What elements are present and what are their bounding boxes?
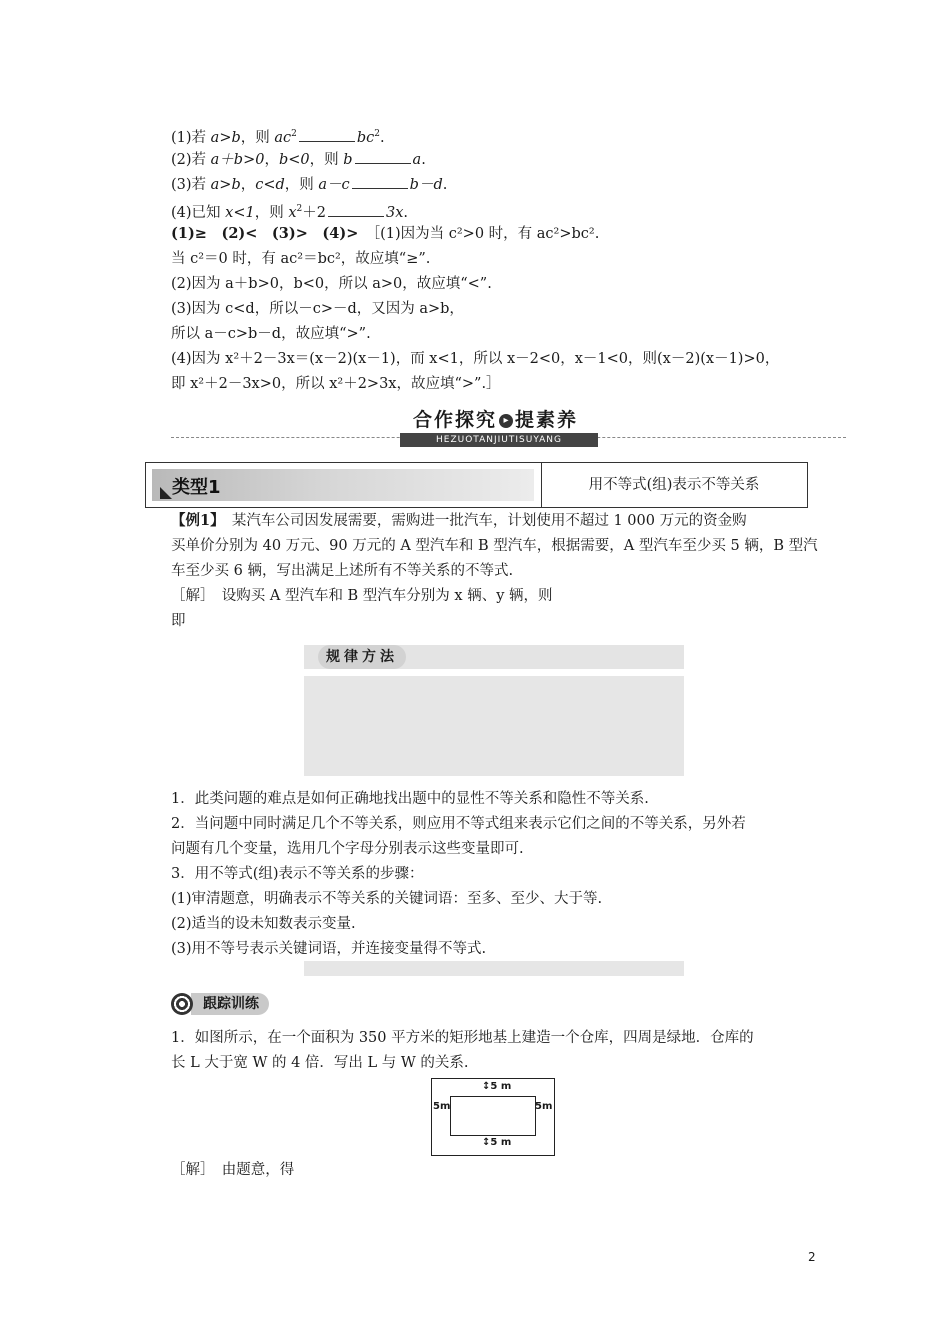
method-tab	[304, 645, 684, 669]
answer-line-2: 当 c²＝0 时，有 ac²＝bc²，故应填“≥”.	[171, 251, 431, 267]
type-label: 类型1	[172, 477, 221, 498]
answer-line-6: (4)因为 x²＋2－3x＝(x－2)(x－1)，而 x<1，所以 x－2<0，x－1<0，则(x－2)(x－1)>0，	[171, 351, 780, 367]
method-point-2a: 2．当问题中同时满足几个不等关系，则应用不等式组来表示它们之间的不等关系，另外若	[171, 816, 746, 832]
tracking-q1-line-2: 长 L 大于宽 W 的 4 倍．写出 L 与 W 的关系.	[171, 1055, 469, 1071]
example-line-1: 【例1】 某汽车公司因发展需要，需购进一批汽车，计划使用不超过 1 000 万元的资金购	[171, 512, 747, 529]
answer-line-3: (2)因为 a＋b>0，b<0，所以 a>0，故应填“<”.	[171, 276, 492, 292]
method-step-1: (1)审清题意，明确表示不等关系的关键词语：至多、至少、大于等.	[171, 891, 603, 907]
type-box	[145, 462, 808, 508]
tracking-solution: ［解］ 由题意，得	[171, 1162, 295, 1178]
answer-blank[interactable]	[352, 174, 408, 189]
section-header	[171, 405, 846, 447]
method-body	[304, 676, 684, 776]
arrow-icon: ▸	[499, 414, 513, 428]
warehouse-rect	[450, 1096, 536, 1136]
exercise-3: (3)若 a>b，c<d，则 a－c b－d.	[171, 174, 447, 195]
tracking-label: 跟踪训练	[191, 993, 269, 1015]
section-subtitle: HEZUOTANJIUTISUYANG	[400, 433, 598, 447]
page-number: 2	[808, 1250, 816, 1264]
method-step-2: (2)适当的设未知数表示变量.	[171, 916, 356, 932]
method-badge: 规律方法	[318, 645, 406, 669]
target-icon	[171, 993, 193, 1015]
tracking-q1-line-1: 1．如图所示，在一个面积为 350 平方米的矩形地基上建造一个仓库，四周是绿地．仓库的	[171, 1030, 754, 1046]
figure-label-right: 5m	[535, 1101, 553, 1112]
example-line-3: 车至少买 6 辆，写出满足上述所有不等关系的不等式.	[171, 563, 514, 579]
method-point-2b: 问题有几个变量，选用几个字母分别表示这些变量即可.	[171, 841, 524, 857]
method-footer	[304, 961, 684, 976]
answer-line-1: (1)≥ (2)< (3)> (4)> ［(1)因为当 c²>0 时，有 ac²>bc².	[171, 225, 600, 242]
answer-line-5: 所以 a－c>b－d，故应填“>”.	[171, 326, 371, 342]
figure-label-left: 5m	[433, 1101, 451, 1112]
method-step-3: (3)用不等号表示关键词语，并连接变量得不等式.	[171, 941, 487, 957]
exercise-4: (4)已知 x<1，则 $x^2+2$ 3x.	[171, 199, 408, 223]
type-topic: 用不等式(组)表示不等关系	[588, 477, 760, 493]
method-point-3: 3．用不等式(组)表示不等关系的步骤：	[171, 866, 424, 882]
answer-blank[interactable]	[328, 202, 384, 217]
answer-line-4: (3)因为 c<d，所以－c>－d，又因为 a>b，	[171, 301, 464, 317]
example-solution-2: 即	[171, 613, 186, 629]
answer-blank[interactable]	[355, 149, 411, 164]
type-label-panel	[152, 469, 534, 501]
warehouse-figure	[431, 1078, 555, 1156]
exercise-2: (2)若 a＋b>0，b<0，则 b a.	[171, 149, 426, 170]
figure-label-top: ↕5 m	[482, 1081, 512, 1092]
example-solution: ［解］ 设购买 A 型汽车和 B 型汽车分别为 x 辆、y 辆，则	[171, 588, 553, 604]
method-point-1: 1．此类问题的难点是如何正确地找出题中的显性不等关系和隐性不等关系.	[171, 791, 649, 807]
figure-label-bottom: ↕5 m	[482, 1137, 512, 1148]
answer-blank[interactable]	[299, 127, 355, 142]
example-line-2: 买单价分别为 40 万元、90 万元的 A 型汽车和 B 型汽车，根据需要，A 型汽车至少买 5 辆，B 型汽	[171, 538, 818, 554]
corner-triangle-icon	[160, 487, 172, 499]
section-title: 合作探究 ▸ 提素养	[413, 409, 579, 431]
exercise-1: (1)若 a>b，则 $ac^2$ $bc^2$.	[171, 124, 385, 148]
answer-line-7: 即 x²＋2－3x>0，所以 x²＋2>3x，故应填“>”.］	[171, 376, 501, 392]
